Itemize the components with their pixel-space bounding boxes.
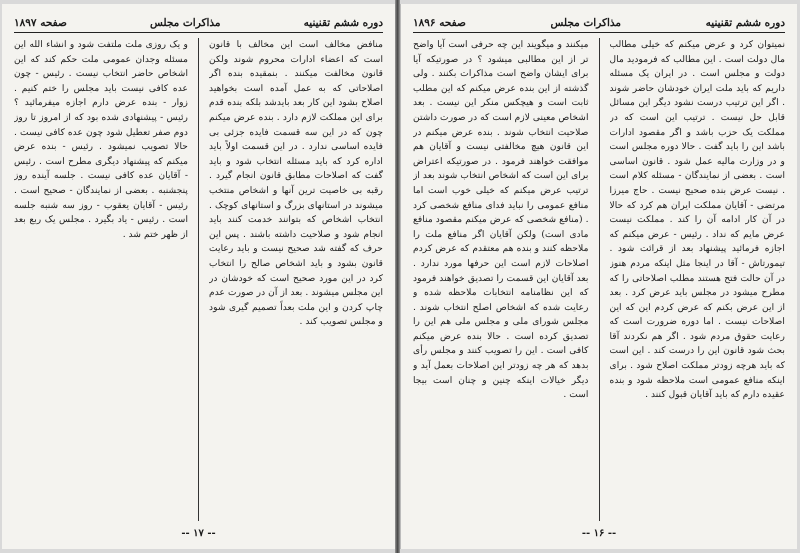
column-text: نمیتوان کرد و عرض میکنم که خیلی مطالب مال دولت است . این مطالب که فرمودید مال دولت و مجلس است . در ایران یک مسئله داریم که باید ملت ایران خودشان حاضر شوند . اگر این ترتیب درست نشود دیگر این مسائل قابل حل نیست . ترتیب این است که در مملکت یک حزب باشد و اگر مقصود ادارات باشد این را باید گفت . حالا دوره مجلس است و در وزارت مالیه عمل شود . قانون اساسی است . بعضی از نمایندگان - مسئله کلام است . نیست عرض بنده صحیح نیست . حاج میرزا مرتضی - آقایان مملکت ایران هم کرد که حالا در آن کار ادامه آن را کند . مملکت نیست عرض مایم که نداد . رئیس - عرض میکنم که اجازه فرمائید پیشنهاد بعد از قرائت شود . تیمورتاش - آقا در اینجا مثل اینکه مردم هنوز در آن حالت فتح هستند مطلب اصلاحاتی را که مطرح میشود در مجلس باید عرض کرد . بعد از این عرض بکنم که عرض کردم این که این اصلاحات نیست . اما دوره ضرورت است که رعایت حقوق مردم شود . اگر هم نکردند آقا بحث شود قانون این را درست کند . این است که باید هرچه زودتر مملکت اصلاح شود . برای اینکه منافع عمومی است ملاحظه شود و بنده عقیده دارم که باید آقایان قبول کنند . [609, 39, 785, 401]
left-page [2, 4, 396, 549]
text-columns [14, 38, 383, 521]
text-columns [413, 38, 785, 521]
column-text: منافض مخالف است این مخالف با قانون است که اعضاء ادارات محروم شوند ولکن قانون مخالفت میکنند . بنمقیده بنده اگر اصلاحاتی که به عمل آمده است بخواهید اصلاح بشود این کار بعد بایدشد بلکه بنده قدم برای این مملکت لازم دارد . بنده عرض میکنم چون که در این سه قسمت فایده جزئی بی فایده اساسی ندارد . در این قسمت اولاً باید اداره کرد که باید مسئله انتخاب شود و باید گفت که اصلاحات مطابق قانون انجام گیرد . رقبه بی خاصیت ترین آنها و اشخاص منتخب میشوند در استانهای بزرگ و استانهای کوچک . انتخاب اشخاص که بتوانند خدمت کنند باید انجام شود و صلاحیت داشته باشند . پس این حرف که گفته شد صحیح نیست و باید رعایت قانون بشود و باید اشخاص صالح را انتخاب کرد در این مورد صحیح است که خودشان در این مجلس میشوند . بعد از آن در صورت عدم چاپ کردن و این ملت بعداً تصمیم گیری شود و مجلس تصویب کند . [209, 39, 383, 328]
column-divider [198, 38, 199, 521]
text-column-left [413, 38, 589, 521]
page-number: -- ۱۷ -- [181, 528, 216, 539]
header-page-label: صفحه ۱۸۹۷ [14, 17, 67, 29]
header-page-label: صفحه ۱۸۹۶ [413, 17, 466, 29]
text-column-left [14, 38, 188, 521]
column-text: میکنند و میگویند این چه حرفی است آیا واضح تر از این مطالبی میشود ؟ در صورتیکه آیا برای ایشان واضح است مذاکرات بکنند . ولی گذشته از این بنده عرض میکنم که این مطلب ثابت است و هیچکس منکر این نیست . بعد اشخاص معینی لازم است که در صورت داشتن صلاحیت انتخاب شوند . بنده عرض میکنم در این قانون هیچ مخالفتی نیست و آقایان هم موافقت خواهند فرمود . در صورتیکه اعتراض برای این است که اشخاص انتخاب شوند بعد از ترتیب عرض میکنم که خیلی خوب است اما منافع عمومی را نباید فدای منافع شخصی کرد . (منافع شخصی که عرض میکنم مقصود منافع مادی است) ولکن آقایان اگر منافع ملت را ملاحظه کنند و بنده هم معتقدم که عرض کردم اصلاحات لازم است این حرفها مورد ندارد . بعد آقایان این قسمت را تصدیق خواهند فرمود که این نظامنامه انتخابات ملاحظه شده و رعایت شده که اشخاص اصلح انتخاب شوند . مجلس شورای ملی و مجلس ملی هم این را تصدیق کرده است . حالا بنده عرض میکنم کافی است . این را تصویب کنند و مجلس رأی بدهد که هر چه زودتر این اصلاحات بعمل آید و دیگر خیالات اینکه چنین و چنان است بیجا است . [413, 39, 589, 401]
header-volume: دوره ششم تقنینیه [303, 17, 383, 29]
header-volume: دوره ششم تقنینیه [705, 17, 785, 29]
page-number: -- ۱۶ -- [581, 528, 617, 539]
right-page [400, 4, 797, 549]
header-title: مذاکرات مجلس [149, 17, 221, 29]
column-divider [599, 38, 600, 521]
header-title: مذاکرات مجلس [550, 17, 622, 29]
page-header [413, 14, 785, 33]
text-column-right [610, 38, 786, 521]
text-column-right [209, 38, 383, 521]
column-text: و یک روزی ملت ملتفت شود و انشاء الله این مسئله وجدان عمومی ملت حکم کند که این اشخاص حاضر انتخاب نیست . رئیس - چون عده کافی نیست باید مجلس را ختم کنیم . زوار - بنده عرض دارم اجازه میفرمائید ؟ رئیس - پیشنهادی شده بود که از امروز تا روز دوم صفر تعطیل شود چون عده کافی نیست . حالا تصویب نمیشود . رئیس - بنده عرض میکنم که پیشنهاد دیگری مطرح است . رئیس - آقایان عده کافی نیست . جلسه آینده روز پنجشنبه . بعضی از نمایندگان - صحیح است . رئیس - آقایان یعقوب - روز سه شنبه جلسه است . رئیس - یاد بگیرد . مجلس یک ربع بعد از ظهر ختم شد . [14, 39, 188, 240]
page-header [14, 14, 383, 33]
